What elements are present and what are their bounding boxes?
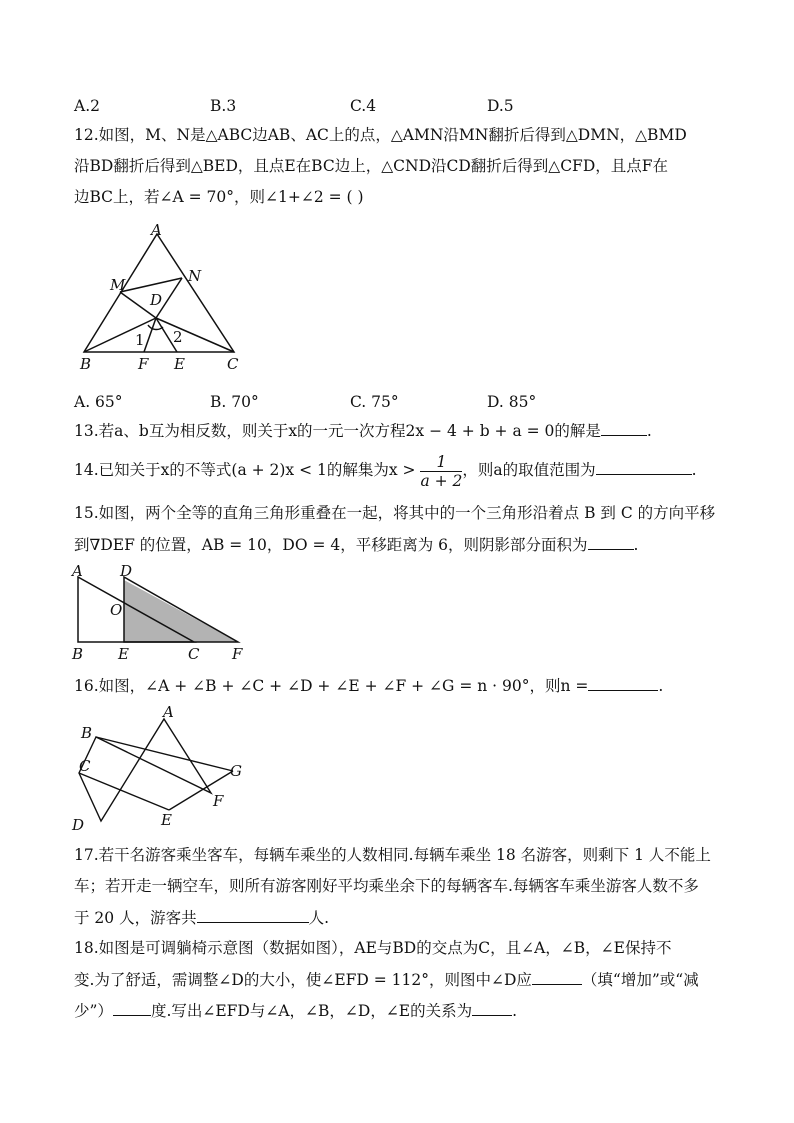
q16-figure — [70, 700, 260, 835]
q16-label-g: G — [230, 762, 242, 780]
q15-text-line1: 15.如图，两个全等的直角三角形重叠在一起，将其中的一个三角形沿着点 B 到 C 的方向平移 — [74, 504, 716, 522]
q18-text-line1: 18.如图是可调躺椅示意图（数据如图），AE与BD的交点为C，且∠A，∠B，∠E保持不 — [74, 939, 672, 957]
q12-label-b: B — [80, 355, 92, 373]
q18-question-d: 度.写出∠EFD与∠A，∠B，∠D，∠E的关系为 — [150, 1002, 473, 1020]
q16-answer-blank[interactable] — [588, 676, 658, 691]
q15-label-f: F — [232, 645, 243, 663]
q12-label-a: A — [151, 221, 162, 239]
q18-question-a: 变.为了舒适，需调整∠D的大小，使∠EFD = 112°，则图中∠D应 — [74, 971, 532, 989]
q15-label-b: B — [72, 645, 84, 663]
q16-label-f: F — [213, 792, 224, 810]
q15-label-d: D — [120, 562, 133, 580]
q12-option-c: C. 75° — [350, 393, 399, 411]
q12-text-line1: 12.如图，M、N是△ABC边AB、AC上的点，△AMN沿MN翻折后得到△DMN，△BMD — [74, 126, 687, 144]
q16-segment-bg — [96, 737, 233, 771]
q18-question-b: （填“增加”或“减 — [581, 971, 699, 989]
q15-figure — [70, 563, 260, 663]
q18-answer-blank-2[interactable] — [113, 1001, 151, 1016]
q16-label-e: E — [161, 811, 172, 829]
q14-text: 14.已知关于x的不等式(a + 2)x < 1的解集为x > $\frac{1}{a + 2}$ ，则a的取值范围为 . — [74, 452, 697, 490]
q15-label-e: E — [118, 645, 129, 663]
q15-label-c: C — [188, 645, 200, 663]
q17-question-a: 于 20 人，游客共 — [74, 909, 197, 927]
q12-text-line3: 边BC上，若∠A = 70°，则∠1+∠2 = ( ) — [74, 188, 364, 206]
q15-label-o: O — [110, 601, 123, 619]
q18-text-line3: 少”） 度.写出∠EFD与∠A，∠B，∠D，∠E的关系为 . — [74, 1002, 518, 1020]
q17-text-line2: 车；若开走一辆空车，则所有游客刚好平均乘坐余下的每辆客车.每辆客车乘坐游客人数不多 — [74, 877, 699, 895]
q17-question-b: 人. — [308, 909, 330, 927]
q17-text-line3 — [74, 908, 329, 928]
q12-label-n: N — [188, 267, 202, 285]
q18-text-line2 — [74, 970, 699, 990]
q12-option-a: A. 65° — [74, 393, 123, 411]
q12-label-f: F — [138, 355, 149, 373]
q14-answer-blank[interactable] — [596, 460, 692, 475]
q12-label-2: 2 — [173, 328, 183, 346]
q17-text-line1: 17.若干名游客乘坐客车，每辆车乘坐的人数相同.每辆车乘坐 18 名游客，则剩下 1 人不能上 — [74, 846, 711, 864]
q14-fraction-num: 1 — [420, 453, 462, 472]
q12-label-e: E — [174, 355, 185, 373]
q18-answer-blank-3[interactable] — [472, 1001, 512, 1016]
q14-fraction-den: a + 2 — [420, 471, 463, 490]
q13-answer-blank[interactable] — [601, 421, 647, 436]
q12-label-d: D — [150, 291, 163, 309]
q11-option-c: C.4 — [350, 97, 377, 115]
q11-option-a: A.2 — [74, 97, 100, 115]
q16-label-c: C — [79, 757, 91, 775]
q11-option-b: B.3 — [210, 97, 237, 115]
q16-label-b: B — [81, 724, 93, 742]
q17-answer-blank[interactable] — [197, 908, 309, 923]
q15-label-a: A — [72, 562, 83, 580]
q14-fraction — [420, 453, 462, 490]
q16-segment-ec — [79, 773, 169, 810]
q11-option-d: D.5 — [487, 97, 514, 115]
q14-question-a: 14.已知关于x的不等式(a + 2)x < 1的解集为x > — [74, 461, 416, 479]
q12-option-d: D. 85° — [487, 393, 537, 411]
q14-question-b: ，则a的取值范围为 — [462, 461, 596, 479]
q16-question: 16.如图，∠A + ∠B + ∠C + ∠D + ∠E + ∠F + ∠G = n · 90°，则n = — [74, 677, 589, 695]
q12-text-line2: 沿BD翻折后得到△BED，且点E在BC边上，△CND沿CD翻折后得到△CFD，且点F在 — [74, 157, 668, 175]
q16-polyline-a — [79, 719, 211, 821]
q12-label-1: 1 — [135, 331, 145, 349]
q15-text-line2: 到∇DEF 的位置，AB = 10，DO = 4，平移距离为 6，则阴影部分面积为 . — [74, 536, 639, 554]
q15-answer-blank[interactable] — [588, 535, 634, 550]
q16-text: 16.如图，∠A + ∠B + ∠C + ∠D + ∠E + ∠F + ∠G = n · 90°，则n = . — [74, 677, 664, 695]
q18-question-c: 少”） — [74, 1002, 113, 1020]
q12-label-c: C — [227, 355, 239, 373]
q18-answer-blank-1[interactable] — [532, 970, 582, 985]
q12-label-m: M — [110, 276, 126, 294]
q16-label-d: D — [72, 816, 85, 834]
q13-text: 13.若a、b互为相反数，则关于x的一元一次方程2x − 4 + b + a = 0的解是 . — [74, 422, 652, 440]
q12-option-b: B. 70° — [210, 393, 259, 411]
q16-label-a: A — [163, 703, 174, 721]
q13-question: 13.若a、b互为相反数，则关于x的一元一次方程2x − 4 + b + a = 0的解是 — [74, 422, 601, 440]
q12-figure — [74, 218, 254, 378]
q15-question: 到∇DEF 的位置，AB = 10，DO = 4，平移距离为 6，则阴影部分面积为 — [74, 536, 588, 554]
